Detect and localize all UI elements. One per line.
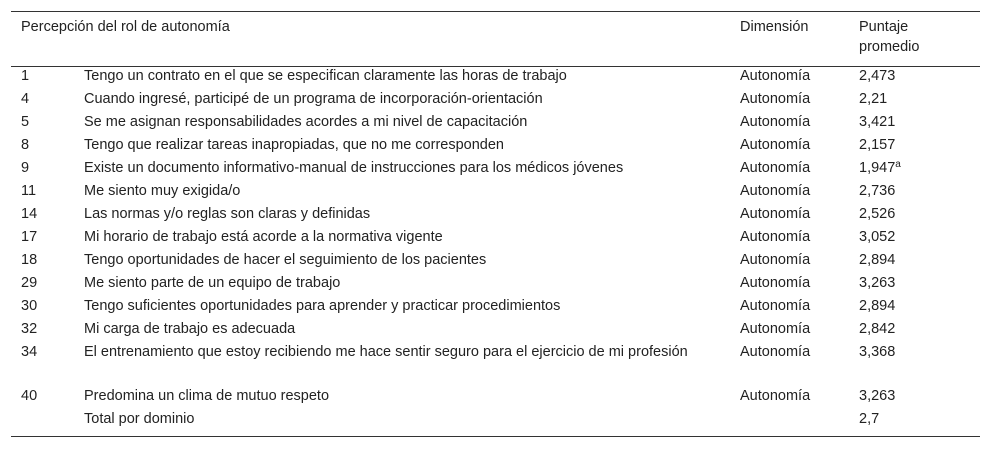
row-number: 1 <box>21 68 30 84</box>
row-item: Tengo suficientes oportunidades para aprender y practicar procedimientos <box>84 298 561 314</box>
row-number: 34 <box>21 344 38 360</box>
row-number: 5 <box>21 114 30 130</box>
row-item: Cuando ingresé, participé de un programa de incorporación-orientación <box>84 91 543 107</box>
row-dimension: Autonomía <box>740 183 811 199</box>
row-number: 18 <box>21 252 38 268</box>
row-dimension: Autonomía <box>740 275 811 291</box>
row-number: 29 <box>21 275 38 291</box>
row-score: 2,21 <box>859 91 888 107</box>
row-item: Tengo un contrato en el que se especifican claramente las horas de trabajo <box>84 68 567 84</box>
row-score: 3,263 <box>859 275 896 291</box>
row-item: Me siento muy exigida/o <box>84 183 241 199</box>
row-item: Me siento parte de un equipo de trabajo <box>84 275 341 291</box>
row-score: 2,526 <box>859 206 896 222</box>
row-dimension: Autonomía <box>740 160 811 176</box>
row-item: El entrenamiento que estoy recibiendo me hace sentir seguro para el ejercicio de mi profesión <box>84 344 688 360</box>
row-dimension: Autonomía <box>740 206 811 222</box>
row-score: 2,736 <box>859 183 896 199</box>
row-number: 11 <box>21 183 37 199</box>
row-number: 4 <box>21 91 30 107</box>
row-dimension: Autonomía <box>740 344 811 360</box>
footnote-marker: a <box>895 159 901 170</box>
row-dimension: Autonomía <box>740 298 811 314</box>
total-score: 2,7 <box>859 411 880 427</box>
row-score: 1,947 <box>859 160 896 176</box>
row-item: Predomina un clima de mutuo respeto <box>84 388 330 404</box>
row-score: 2,473 <box>859 68 896 84</box>
row-item: Tengo que realizar tareas inapropiadas, que no me corresponden <box>84 137 504 153</box>
row-score: 2,157 <box>859 137 896 153</box>
row-score: 2,894 <box>859 298 896 314</box>
top-rule <box>11 11 980 12</box>
row-number: 40 <box>21 388 38 404</box>
total-label: Total por dominio <box>84 411 195 427</box>
bottom-rule <box>11 436 980 437</box>
row-number: 17 <box>21 229 38 245</box>
row-score-group <box>859 158 901 178</box>
row-item: Existe un documento informativo-manual de instrucciones para los médicos jóvenes <box>84 160 624 176</box>
header-perception: Percepción del rol de autonomía <box>21 19 230 35</box>
row-score: 3,368 <box>859 344 896 360</box>
row-dimension: Autonomía <box>740 321 811 337</box>
row-score: 3,052 <box>859 229 896 245</box>
row-dimension: Autonomía <box>740 91 811 107</box>
row-number: 32 <box>21 321 38 337</box>
row-dimension: Autonomía <box>740 137 811 153</box>
row-item: Se me asignan responsabilidades acordes a mi nivel de capacitación <box>84 114 528 130</box>
row-number: 14 <box>21 206 38 222</box>
header-dimension: Dimensión <box>740 19 809 35</box>
row-score: 3,421 <box>859 114 896 130</box>
row-dimension: Autonomía <box>740 114 811 130</box>
row-item: Mi carga de trabajo es adecuada <box>84 321 296 337</box>
row-item: Mi horario de trabajo está acorde a la normativa vigente <box>84 229 443 245</box>
row-number: 30 <box>21 298 38 314</box>
row-score: 3,263 <box>859 388 896 404</box>
row-dimension: Autonomía <box>740 68 811 84</box>
row-dimension: Autonomía <box>740 252 811 268</box>
row-item: Tengo oportunidades de hacer el seguimiento de los pacientes <box>84 252 487 268</box>
row-dimension: Autonomía <box>740 388 811 404</box>
row-score: 2,842 <box>859 321 896 337</box>
row-score: 2,894 <box>859 252 896 268</box>
row-item: Las normas y/o reglas son claras y definidas <box>84 206 371 222</box>
row-dimension: Autonomía <box>740 229 811 245</box>
row-number: 9 <box>21 160 30 176</box>
header-score: Puntaje promedio <box>859 19 920 55</box>
row-number: 8 <box>21 137 30 153</box>
